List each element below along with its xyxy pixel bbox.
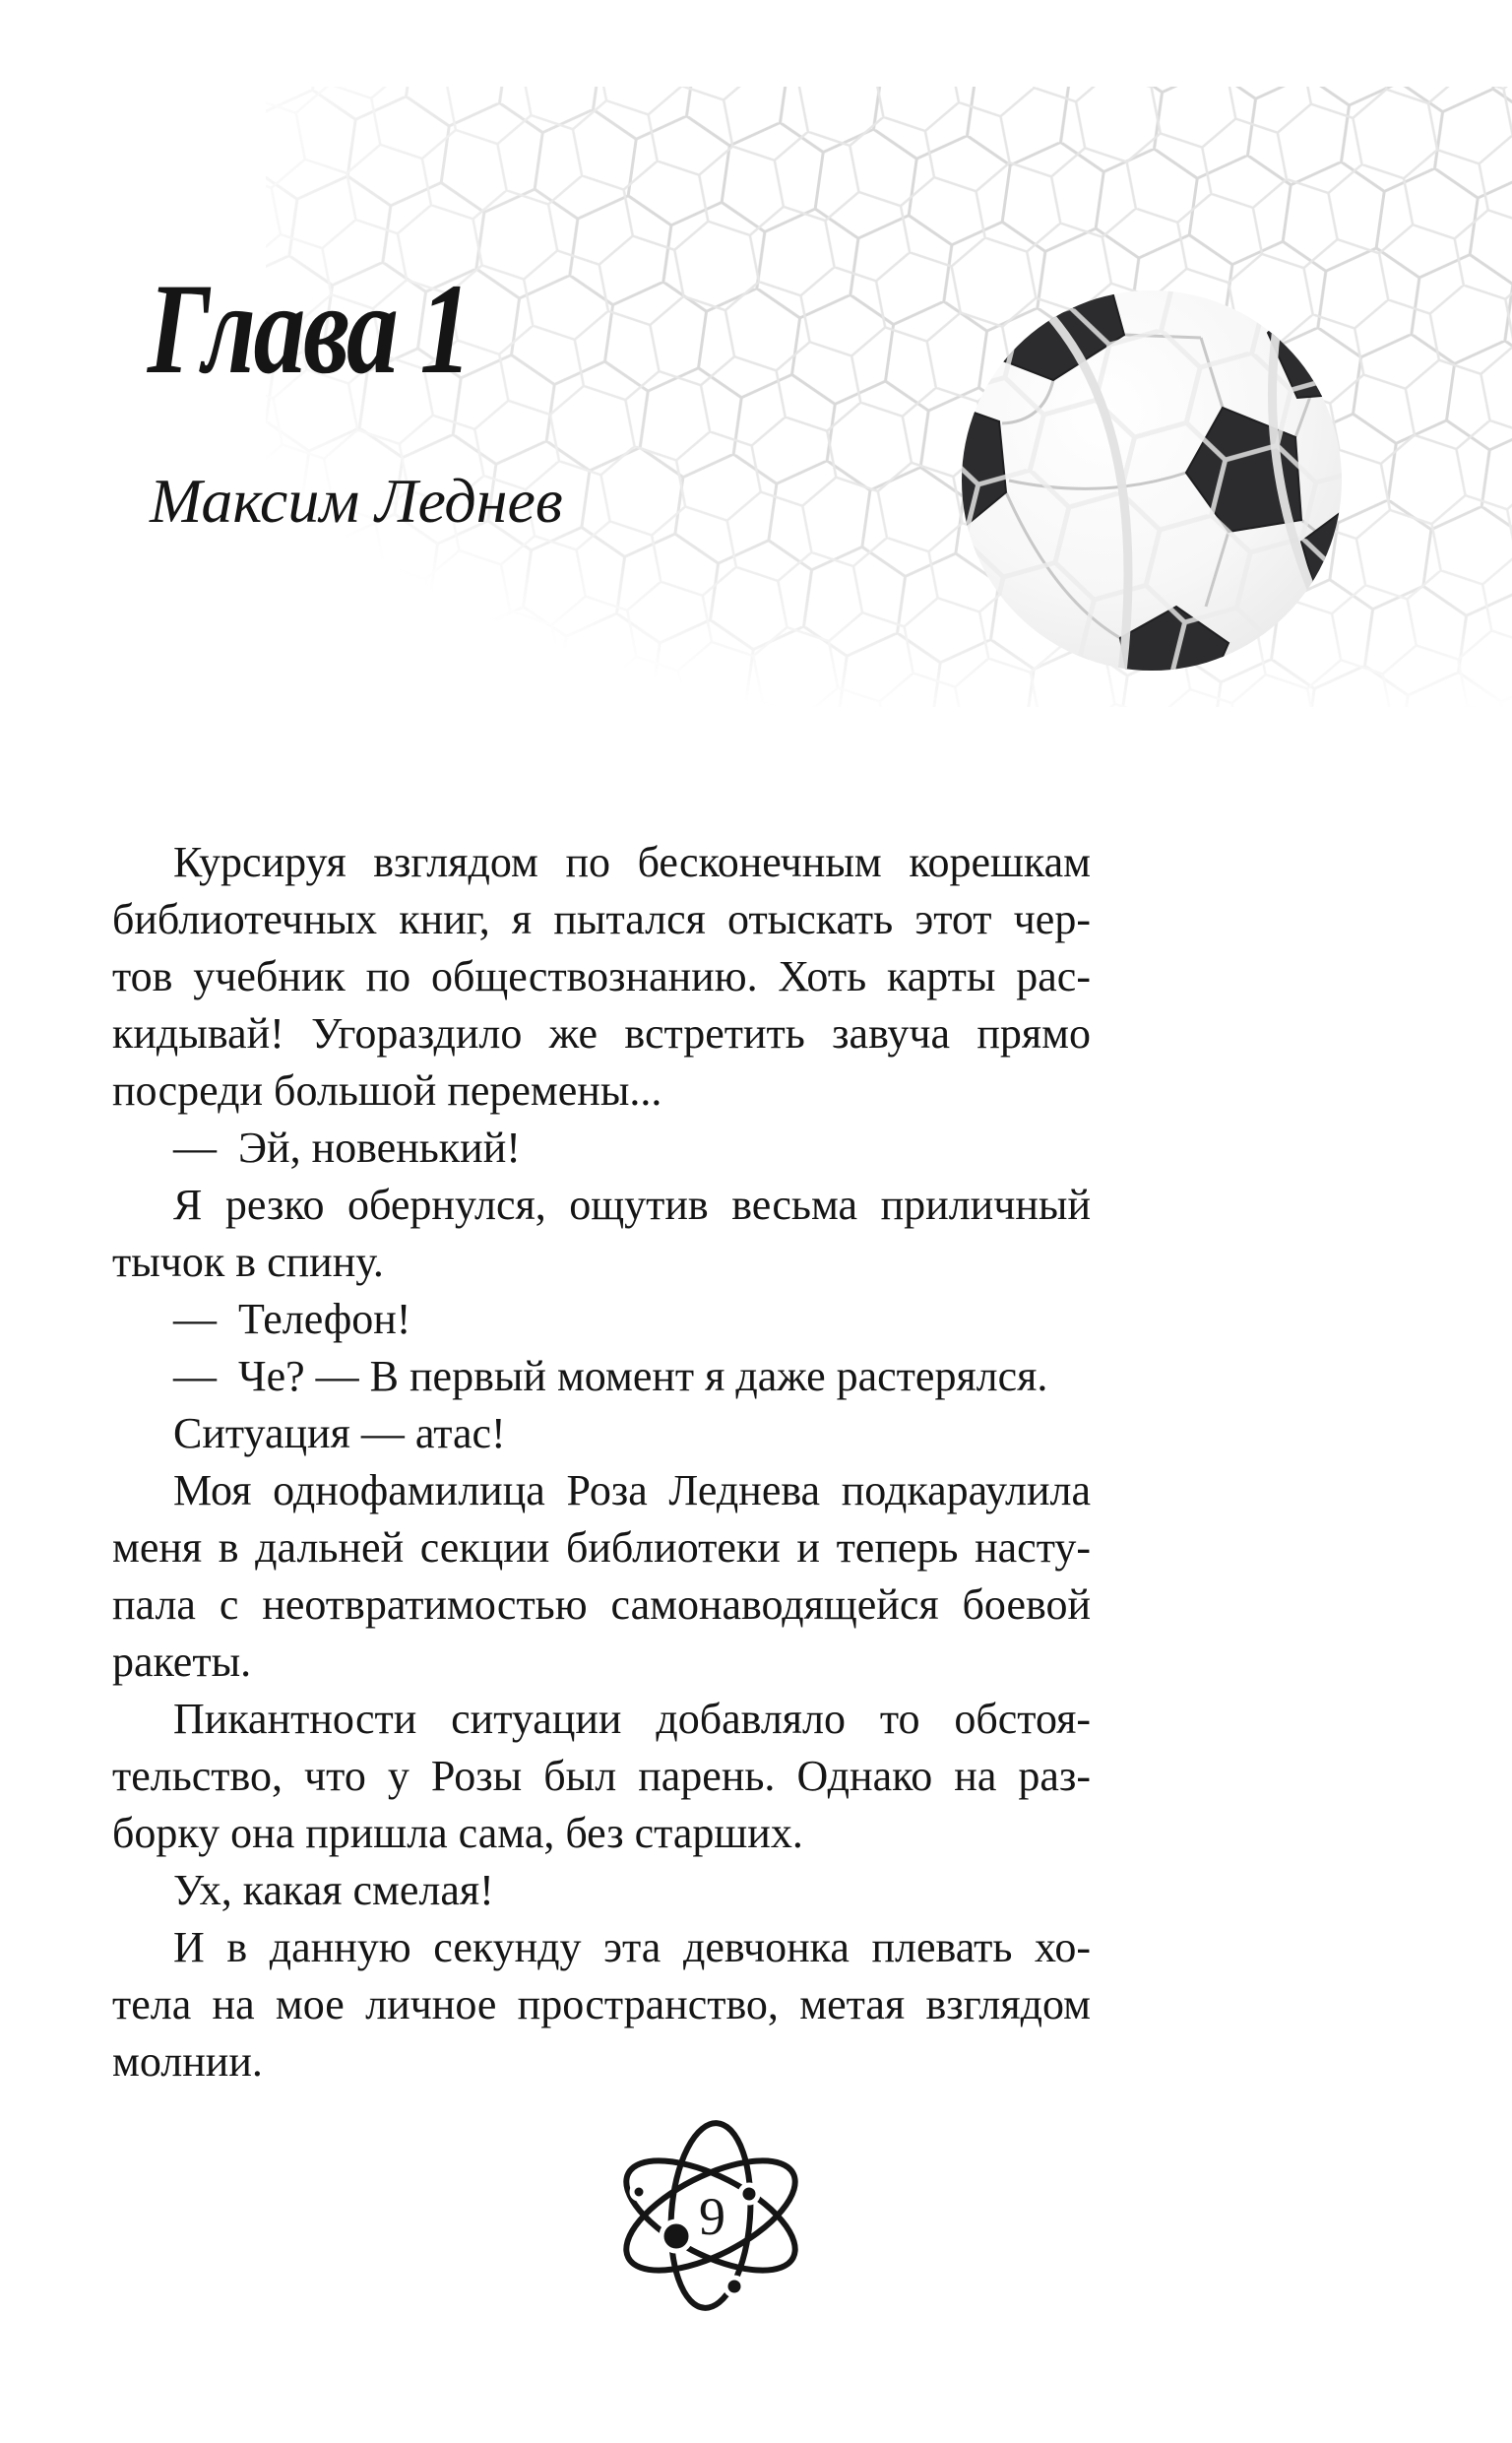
paragraph bbox=[112, 1462, 1091, 1691]
text-line: библиотечных книг, я пытался отыскать этот чер- bbox=[112, 895, 1091, 943]
body-text bbox=[112, 834, 1091, 2090]
text-line: Ситуация — атас! bbox=[173, 1409, 506, 1457]
text-line: Я резко обернулся, ощутив весьма приличный bbox=[173, 1181, 1091, 1229]
paragraph bbox=[112, 1291, 1091, 1348]
text-line: тельство, что у Розы был парень. Однако на раз- bbox=[112, 1752, 1091, 1800]
text-line: меня в дальней секции библиотеки и теперь насту- bbox=[112, 1523, 1091, 1572]
paragraph bbox=[112, 834, 1091, 1120]
text-line: ракеты. bbox=[112, 1638, 252, 1686]
paragraph bbox=[112, 1862, 1091, 1919]
text-line: тела на мое личное пространство, метая взглядом bbox=[112, 1980, 1091, 2028]
paragraph bbox=[112, 1177, 1091, 1291]
text-line: И в данную секунду эта девчонка плевать хо- bbox=[173, 1923, 1091, 1971]
atom-electron bbox=[725, 2278, 743, 2295]
paragraph bbox=[112, 1919, 1091, 2090]
atom-icon bbox=[620, 2117, 807, 2319]
text-line: молнии. bbox=[112, 2037, 263, 2086]
chapter-title: Глава 1 bbox=[148, 256, 470, 401]
text-line: тов учебник по обществознанию. Хоть карты рас- bbox=[112, 952, 1091, 1000]
text-line: борку она пришла сама, без старших. bbox=[112, 1809, 803, 1857]
text-line: кидывай! Угораздило же встретить завуча прямо bbox=[112, 1009, 1091, 1058]
text-line: Моя однофамилица Роза Леднева подкараулила bbox=[173, 1466, 1091, 1514]
paragraph bbox=[112, 1348, 1091, 1405]
atom-nucleus bbox=[662, 2221, 691, 2251]
text-line: — Телефон! bbox=[173, 1295, 411, 1343]
page-number: 9 bbox=[699, 2187, 725, 2246]
text-line: пала с неотвратимостью самонаводящейся боевой bbox=[112, 1580, 1091, 1629]
text-line: — Че? — В первый момент я даже растерялся. bbox=[173, 1352, 1048, 1400]
paragraph bbox=[112, 1405, 1091, 1462]
text-line: посреди большой перемены... bbox=[112, 1066, 662, 1115]
paragraph bbox=[112, 1120, 1091, 1177]
text-line: Ух, какая смелая! bbox=[173, 1866, 494, 1914]
paragraph bbox=[112, 1691, 1091, 1862]
atom-electron bbox=[740, 2185, 758, 2203]
text-line: Курсируя взглядом по бесконечным корешкам bbox=[173, 838, 1091, 886]
text-line: тычок в спину. bbox=[112, 1238, 384, 1286]
text-line: Пикантности ситуации добавляло то обстоя- bbox=[173, 1695, 1091, 1743]
text-line: — Эй, новенький! bbox=[173, 1124, 521, 1172]
atom-electron bbox=[632, 2185, 646, 2199]
chapter-subtitle: Максим Леднев bbox=[150, 466, 563, 536]
